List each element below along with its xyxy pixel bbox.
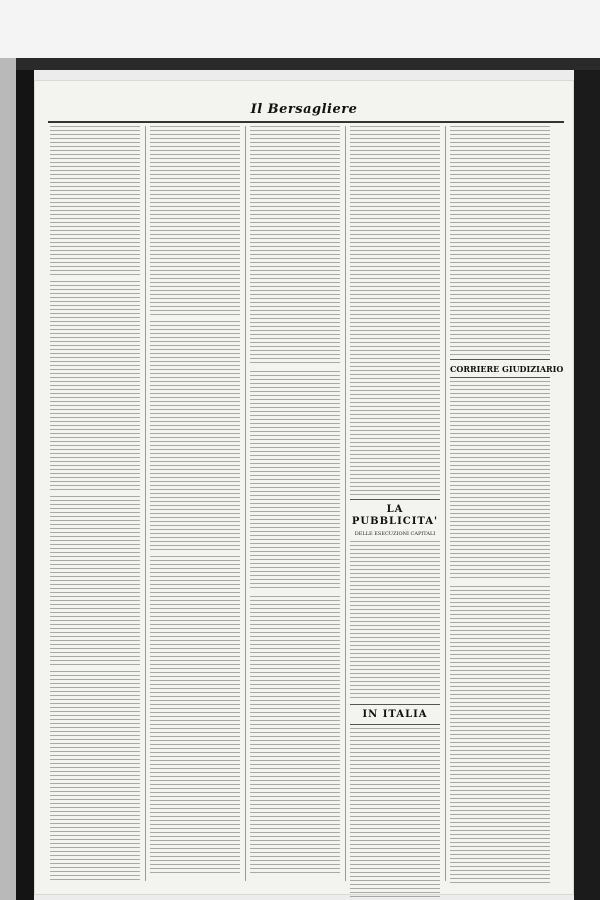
- masthead-rule: [48, 121, 564, 123]
- scanner-top-strip: [0, 0, 600, 59]
- column-5: [450, 126, 564, 881]
- text-paragraph: [50, 126, 140, 276]
- column-2: [150, 126, 240, 881]
- section-divider: [450, 359, 550, 360]
- text-paragraph: [350, 126, 440, 496]
- book-spine: [16, 70, 34, 900]
- text-paragraph: [250, 596, 340, 876]
- section-divider: [350, 724, 440, 725]
- column-1: [50, 126, 140, 881]
- section-divider: [450, 377, 550, 378]
- text-paragraph: [150, 321, 240, 551]
- column-rule: [445, 126, 446, 881]
- text-paragraph: [150, 556, 240, 876]
- newspaper-title: Il Bersagliere: [250, 102, 358, 117]
- text-paragraph: [50, 496, 140, 666]
- section-heading-giudiziaria: CORRIERE GIUDIZIARIO: [450, 364, 564, 374]
- newspaper-masthead: [34, 98, 574, 120]
- text-paragraph: [450, 381, 550, 581]
- section-divider: [350, 704, 440, 705]
- column-rule: [245, 126, 246, 881]
- text-paragraph: [350, 728, 440, 898]
- scanner-binding-edge: [0, 58, 16, 900]
- section-heading-publicita: LA PUBBLICITA': [351, 504, 439, 527]
- text-paragraph: [50, 281, 140, 491]
- text-paragraph: [350, 541, 440, 701]
- text-paragraph: [450, 126, 550, 356]
- section-subheading-publicita: DELLE ESECUZIONI CAPITALI: [354, 531, 436, 537]
- column-4: [350, 126, 440, 881]
- section-heading-italia: IN ITALIA: [362, 709, 428, 720]
- column-rule: [145, 126, 146, 881]
- newspaper-page: [34, 80, 574, 895]
- text-paragraph: [250, 371, 340, 591]
- column-3: [250, 126, 340, 881]
- text-paragraph: [450, 586, 550, 886]
- scanner-dark-band: [16, 58, 600, 70]
- section-divider: [350, 499, 440, 500]
- text-paragraph: [250, 126, 340, 366]
- text-paragraph: [50, 671, 140, 881]
- scanner-right-edge: [574, 70, 600, 900]
- text-paragraph: [150, 126, 240, 316]
- column-rule: [345, 126, 346, 881]
